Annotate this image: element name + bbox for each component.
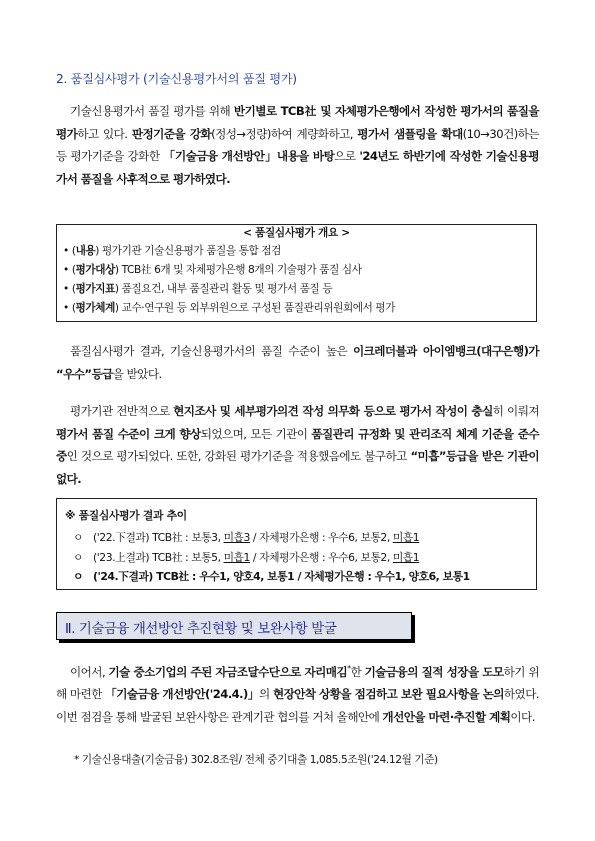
chapter-heading-text: Ⅱ. 기술금융 개선방안 추진현황 및 보완사항 발굴 xyxy=(65,622,337,637)
list-item: ㅇ ('22.下결과) TCB社 : 보통3, 미흡3 / 자체평가은행 : 우수6, 보통2, 미흡1 xyxy=(73,531,420,544)
trend-box xyxy=(56,498,537,590)
footnote: * 기술신용대출(기술금융) 302.8조원/ 전체 중기대출 1,085.5조원('24.12월 기준) xyxy=(74,754,438,766)
list-item: • (평가대상) TCB社 6개 및 자체평가은행 8개의 기술평가 품질 심사 xyxy=(63,264,362,276)
chapter-heading xyxy=(56,612,412,640)
overview-list xyxy=(63,242,530,318)
paragraph-quality-evaluation: 기술신용평가서 품질 평가를 위해 반기별로 TCB社 및 자체평가은행에서 작성한 평가서의 품질을 평가하고 있다. 판정기준을 강화(정성→정량)하여 계량화하고, 평가서 샘플링을 확대(10→30건)하는 등 평가기준을 강화한 「기술금융 개선방안」내용을 바탕으로 '24년도 하반기에 작성한 기술신용평가서 품질을 사후적으로 평가하였다. xyxy=(56,104,539,186)
trend-list xyxy=(73,528,530,587)
paragraph-overall: 평가기관 전반적으로 현지조사 및 세부평가의견 작성 의무화 등으로 평가서 작성이 충실히 이뤄져 평가서 품질 수준이 크게 향상되었으며, 모든 기관이 품질관리 규정화 및 관리조직 체계 기준을 준수중인 것으로 평가되었다. 또한, 강화된 평가기준을 적용했음에도 불구하고 “미흡”등급을 받은 기관이 없다. xyxy=(56,404,540,486)
paragraph-result: 품질심사평가 결과, 기술신용평가서의 품질 수준이 높은 이크레더블과 아이엠뱅크(대구은행)가 “우수”등급을 받았다. xyxy=(56,344,539,381)
overview-box-title: < 품질심사평가 개요 > xyxy=(243,227,350,239)
overview-box xyxy=(56,224,537,322)
list-item: • (평가지표) 품질요건, 내부 품질관리 활동 및 평가서 품질 등 xyxy=(63,283,333,295)
list-item: • (평가체계) 교수·연구원 등 외부위원으로 구성된 품질관리위원회에서 평가 xyxy=(63,302,396,314)
list-item: ㅇ ('24.下결과) TCB社 : 우수1, 양호4, 보통1 / 자체평가은행 : 우수1, 양호6, 보통1 xyxy=(73,570,470,583)
paragraph-improvement: 이어서, 기술 중소기업의 주된 자금조달수단으로 자리매김*한 기술금융의 질적 성장을 도모하기 위해 마련한 「기술금융 개선방안('24.4.)」의 현장안착 상황을 점검하고 보완 필요사항을 논의하였다. 이번 점검을 통해 발굴된 보완사항은 관계기관 협의를 거쳐 올해안에 개선안을 마련·추진할 계획이다. xyxy=(56,664,539,724)
trend-box-title: ※ 품질심사평가 결과 추이 xyxy=(65,509,187,522)
list-item: • (내용) 평가기관 기술신용평가 품질을 통합 점검 xyxy=(63,245,281,257)
list-item: ㅇ ('23.上결과) TCB社 : 보통5, 미흡1 / 자체평가은행 : 우수6, 보통2, 미흡1 xyxy=(73,550,420,564)
section-title: 2. 품질심사평가 (기술신용평가서의 품질 평가) xyxy=(56,72,297,86)
